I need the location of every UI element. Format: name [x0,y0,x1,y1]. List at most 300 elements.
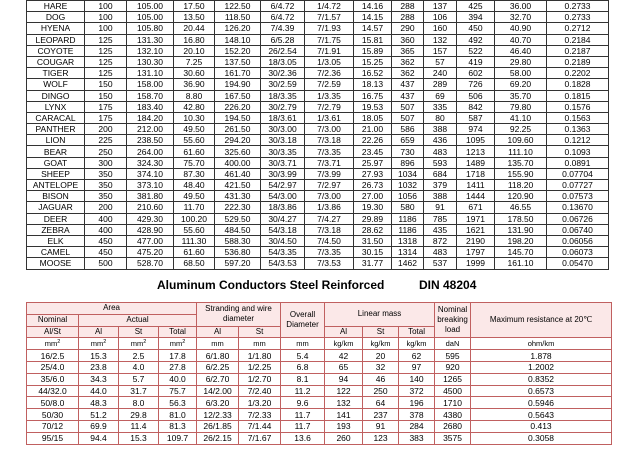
table-cell: 730 [392,146,424,157]
table-cell: 152.20 [215,45,261,56]
table-cell: 597.20 [215,258,261,269]
table-cell: 7/4.39 [261,23,305,34]
table-cell: 48.40 [174,180,215,191]
table-cell: 8.80 [174,90,215,101]
table-cell: 17.8 [159,350,197,362]
table-cell: 5.7 [119,373,159,385]
table-cell: 69.20 [495,79,547,90]
table-cell: 588.30 [215,235,261,246]
table-cell: 1411 [457,180,495,191]
table-cell: 1/3.61 [305,112,354,123]
table-cell: 40.70 [495,34,547,45]
table-cell: 7/1.91 [305,45,354,56]
table-cell: MOOSE [27,258,85,269]
table-cell: 31.50 [354,235,392,246]
table-cell: 1095 [457,135,495,146]
table-cell: 16.75 [354,90,392,101]
table-cell: 659 [392,135,424,146]
linear-mass-al-header: Al [325,326,363,338]
table-cell: 335 [424,101,457,112]
table-cell: 2.5 [119,350,159,362]
table-cell: 94.4 [79,432,119,444]
table-cell: 125 [85,56,127,67]
table-cell: 1/3.20 [239,397,281,409]
table-cell: 1/2.25 [239,361,281,373]
table-cell: 125 [85,45,127,56]
table-cell: 528.70 [127,258,174,269]
table-cell: 419 [457,56,495,67]
table-cell: 7/2.40 [239,385,281,397]
table-cell: 56.3 [159,397,197,409]
table-cell: 23.8 [79,361,119,373]
table-cell: 54/3.18 [261,224,305,235]
table-cell: 500 [85,258,127,269]
table-cell: 226.20 [215,101,261,112]
table-cell: 379 [424,180,457,191]
table-cell: 100 [85,12,127,23]
total-header: Total [159,326,197,338]
table-cell: 477.00 [127,235,174,246]
table-cell: SHEEP [27,168,85,179]
table-row [27,420,612,432]
table-cell: 122 [325,385,363,397]
table-cell: 587 [457,112,495,123]
table-cell: 6/2.25 [197,361,239,373]
table-cell: 40.0 [159,373,197,385]
table-cell: 1/3.35 [305,90,354,101]
table-row [27,258,609,269]
table-cell: 132 [424,34,457,45]
table-cell: 55.60 [174,224,215,235]
table-cell: 131.90 [495,224,547,235]
table-cell: 350 [85,191,127,202]
table-cell: GOAT [27,157,85,168]
table-cell: 14.16 [354,1,392,12]
table-cell: 360 [392,34,424,45]
table-cell: COUGAR [27,56,85,67]
table-cell: 7/1.44 [239,420,281,432]
table-cell: 15.25 [354,56,392,67]
table-cell: 6/3.20 [197,397,239,409]
table-cell: 483 [424,146,457,157]
table-cell: 7/1.57 [305,12,354,23]
table-cell: 79.80 [495,101,547,112]
table-cell: CARACAL [27,112,85,123]
al-header: Al [79,326,119,338]
area-header: Area [27,303,197,315]
table-cell: 29.89 [354,213,392,224]
table-cell: LEOPARD [27,34,85,45]
table-cell: 91 [363,420,399,432]
nominal-header: Nominal [27,314,79,326]
table-row [27,361,612,373]
table-cell: 0.1563 [547,112,609,123]
table-cell: 7/4.50 [305,235,354,246]
table-cell: 50/30 [27,409,79,421]
table-cell: 1/1.80 [239,350,281,362]
table-cell: ELK [27,235,85,246]
table-cell: 175 [85,101,127,112]
table-cell: 158.70 [127,90,174,101]
unit-cell: mm [239,338,281,350]
table-cell: 11.4 [119,420,159,432]
table-row [27,213,609,224]
table-cell: 16.52 [354,68,392,79]
table-cell: 81.3 [159,420,197,432]
table-cell: 260 [325,432,363,444]
table-cell: 125 [85,68,127,79]
table-cell: 150 [85,79,127,90]
table-cell: 132 [325,397,363,409]
table-cell: 18/3.86 [261,202,305,213]
table-row [27,101,609,112]
table-cell: 105.00 [127,1,174,12]
table-cell: 7/3.71 [305,157,354,168]
table-cell: 383 [399,432,435,444]
table-cell: 6/4.72 [261,12,305,23]
table-cell: 671 [457,202,495,213]
table-cell: 7/3.35 [305,247,354,258]
table-row [27,68,609,79]
table-cell: 2190 [457,235,495,246]
table-cell: 161.70 [215,68,261,79]
table-row [27,146,609,157]
table-cell: 1710 [435,397,471,409]
table-row [27,157,609,168]
table-cell: 160 [424,23,457,34]
table-cell: 300 [85,157,127,168]
table-row [27,12,609,23]
table-cell: 167.50 [215,90,261,101]
table-cell: 30/2.59 [261,79,305,90]
table-cell: 30/3.00 [261,124,305,135]
table-cell: 27.8 [159,361,197,373]
table-cell: 431.30 [215,191,261,202]
table-row [27,350,612,362]
table-cell: 15.81 [354,34,392,45]
table-cell: 6/5.28 [261,34,305,45]
table-cell: 0.8352 [471,373,612,385]
breaking-load-header: Nominal breaking load [435,303,471,338]
linear-mass-total-header: Total [399,326,435,338]
table-cell: 0.13670 [547,202,609,213]
table-cell: 11.7 [281,409,325,421]
table-cell: 684 [424,168,457,179]
table-cell: 75.7 [159,385,197,397]
section-title [0,278,638,294]
table-cell: 1032 [392,180,424,191]
table-cell: 80 [424,112,457,123]
table-cell: 25.97 [354,157,392,168]
table-cell: 7/3.53 [305,258,354,269]
table-cell: 21.00 [354,124,392,135]
table-cell: 155.90 [495,168,547,179]
table-cell: 11.70 [174,202,215,213]
table-cell: 388 [424,124,457,135]
table-cell: 27.93 [354,168,392,179]
table-cell: 212.00 [127,124,174,135]
table-cell: 7/3.99 [305,168,354,179]
table-cell: 1314 [392,247,424,258]
table-cell: 16/2.5 [27,350,79,362]
table-cell: 7/2.59 [305,79,354,90]
table-row [27,224,609,235]
table-cell: 362 [392,68,424,79]
table-cell: 141 [325,409,363,421]
table-cell: 109.60 [495,135,547,146]
table-cell: DINGO [27,90,85,101]
table-cell: 10.30 [174,112,215,123]
actual-header: Actual [79,314,197,326]
table-cell: 1.878 [471,350,612,362]
stranding-header: Stranding and wire diameter [197,303,281,327]
table-cell: 284 [399,420,435,432]
table-cell: 57 [424,56,457,67]
table-cell: 95/15 [27,432,79,444]
table-cell: 55.60 [174,135,215,146]
table-cell: 0.1212 [547,135,609,146]
unit-cell: mm [197,338,239,350]
table-cell: 602 [457,68,495,79]
table-cell: 58.00 [495,68,547,79]
standard-code: DIN 48204 [419,278,477,292]
table-cell: 81.0 [159,409,197,421]
table-cell: HYENA [27,23,85,34]
table-cell: 475.20 [127,247,174,258]
table-cell: 175 [85,112,127,123]
table-cell: 586 [392,124,424,135]
table-cell: 1056 [392,191,424,202]
table-cell: 250 [85,146,127,157]
table-cell: 14.57 [354,23,392,34]
table-cell: 193 [325,420,363,432]
table-cell: 87.30 [174,168,215,179]
table-cell: 0.07727 [547,180,609,191]
table-cell: 0.2202 [547,68,609,79]
table-row [27,124,609,135]
table-cell: 15.3 [119,432,159,444]
table-cell: JAGUAR [27,202,85,213]
table-row [27,385,612,397]
table-cell: 0.1576 [547,101,609,112]
table-cell: 261.50 [215,124,261,135]
unit-cell: $mm^2$ [119,338,159,350]
table-cell: 111.10 [495,146,547,157]
table-cell: 92.25 [495,124,547,135]
table-cell: LION [27,135,85,146]
table-cell: 484.50 [215,224,261,235]
table-cell: 8.1 [281,373,325,385]
table-cell: 105.00 [127,12,174,23]
table-cell: 27.00 [354,191,392,202]
table-cell: 872 [424,235,457,246]
table-cell: 44.0 [79,385,119,397]
table-cell: 372 [399,385,435,397]
table-cell: 158.00 [127,79,174,90]
table-cell: 12/2.33 [197,409,239,421]
table-cell: 0.2712 [547,23,609,34]
linear-mass-header: Linear mass [325,303,435,327]
table-cell: 132.10 [127,45,174,56]
table-cell: 16.80 [174,34,215,45]
table-cell: 31.77 [354,258,392,269]
table-cell: BISON [27,191,85,202]
table-cell: ZEBRA [27,224,85,235]
table-cell: 507 [392,112,424,123]
table-cell: 140 [399,373,435,385]
table-cell: 0.5643 [471,409,612,421]
table-cell: 91 [424,202,457,213]
table-cell: 1318 [392,235,424,246]
table-cell: 492 [457,34,495,45]
table-cell: 288 [392,1,424,12]
table-cell: 194.50 [215,112,261,123]
table-cell: 0.5946 [471,397,612,409]
table-cell: 126.20 [215,23,261,34]
table-cell: 49.50 [174,191,215,202]
table-cell: 350 [85,168,127,179]
table-cell: 461.40 [215,168,261,179]
table-row [27,432,612,444]
table-cell: 46.55 [495,202,547,213]
table-cell: 7/3.18 [305,135,354,146]
table-cell: 75.70 [174,157,215,168]
table-cell: 6/1.80 [197,350,239,362]
table-cell: 42 [325,350,363,362]
table-cell: 148.10 [215,34,261,45]
overall-diameter-header: Overall Diameter [281,303,325,338]
table-cell: 30/3.18 [261,135,305,146]
table-cell: 123 [363,432,399,444]
table-cell: 49.50 [174,124,215,135]
table-cell: 1462 [392,258,424,269]
table-cell: 1265 [435,373,471,385]
table-cell: 4500 [435,385,471,397]
unit-cell: kg/km [325,338,363,350]
table-cell: 100 [85,23,127,34]
table-cell: 28.62 [354,224,392,235]
table-cell: 18/3.61 [261,112,305,123]
table-cell: 13.50 [174,12,215,23]
table-cell: 36.00 [495,1,547,12]
table-cell: 529.50 [215,213,261,224]
table-cell: 537 [424,258,457,269]
table-cell: 30/3.99 [261,168,305,179]
table-cell: 20.44 [174,23,215,34]
table-cell: 1186 [392,224,424,235]
table-cell: 3575 [435,432,471,444]
table-cell: 100.20 [174,213,215,224]
table-cell: 118.50 [215,12,261,23]
table-cell: 0.07573 [547,191,609,202]
table-cell: 238.50 [127,135,174,146]
table-cell: ANTELOPE [27,180,85,191]
table-cell: 1/2.70 [239,373,281,385]
table-cell: 896 [392,157,424,168]
table-cell: 374.10 [127,168,174,179]
table-cell: 400 [85,213,127,224]
table-cell: 30/2.36 [261,68,305,79]
table-row [27,1,609,12]
table-row [27,23,609,34]
table-cell: 6/4.72 [261,1,305,12]
table-cell: 41.10 [495,112,547,123]
table-cell: 14.15 [354,12,392,23]
table-row [27,168,609,179]
table-row [27,202,609,213]
table-cell: 61.60 [174,146,215,157]
table-row [27,45,609,56]
table-cell: 2680 [435,420,471,432]
table-cell: 36.90 [174,79,215,90]
table-cell: 8.0 [119,397,159,409]
table-cell: 240 [424,68,457,79]
table-cell: BEAR [27,146,85,157]
table-cell: 30/4.50 [261,235,305,246]
table-cell: 29.8 [119,409,159,421]
table-cell: 522 [457,45,495,56]
table-cell: 15.89 [354,45,392,56]
table-cell: 0.06056 [547,235,609,246]
table-cell: 20 [363,350,399,362]
table-cell: 40.90 [495,23,547,34]
table-cell: 29.80 [495,56,547,67]
table-cell: 131.30 [127,34,174,45]
table-cell: 18.13 [354,79,392,90]
table-cell: 388 [424,191,457,202]
table-row [27,409,612,421]
table-cell: 362 [392,56,424,67]
table-cell: 288 [392,12,424,23]
table-cell: 1797 [457,247,495,258]
table-cell: 42.80 [174,101,215,112]
table-cell: 137.50 [215,56,261,67]
table-cell: 0.0891 [547,157,609,168]
unit-cell: daN [435,338,471,350]
table-cell: 435 [424,224,457,235]
table-cell: 290 [392,23,424,34]
unit-cell: ohm/km [471,338,612,350]
table-cell: 30/2.79 [261,101,305,112]
table-cell: 264.00 [127,146,174,157]
table-cell: 7/2.33 [239,409,281,421]
table-cell: 183.40 [127,101,174,112]
table-cell: 507 [392,101,424,112]
table-cell: 7/1.93 [305,23,354,34]
table-row [27,235,609,246]
table-cell: 54/3.35 [261,247,305,258]
unit-cell: $mm^2$ [159,338,197,350]
table-cell: 250 [363,385,399,397]
unit-cell: mm [281,338,325,350]
table-cell: 1444 [457,191,495,202]
table-cell: 7/3.35 [305,146,354,157]
max-resistance-header: Maximum resistance at 20℃ [471,303,612,338]
table-row [27,135,609,146]
table-cell: 196 [399,397,435,409]
acsr-conductor-table [26,0,609,270]
table-cell: 6/2.70 [197,373,239,385]
table-cell: 237 [363,409,399,421]
table-cell: 14/2.00 [197,385,239,397]
table-cell: 30.60 [174,68,215,79]
table-cell: 450 [457,23,495,34]
table-cell: 1621 [457,224,495,235]
table-cell: PANTHER [27,124,85,135]
table-cell: 1034 [392,168,424,179]
table-cell: 150 [85,90,127,101]
table-cell: 425 [457,1,495,12]
